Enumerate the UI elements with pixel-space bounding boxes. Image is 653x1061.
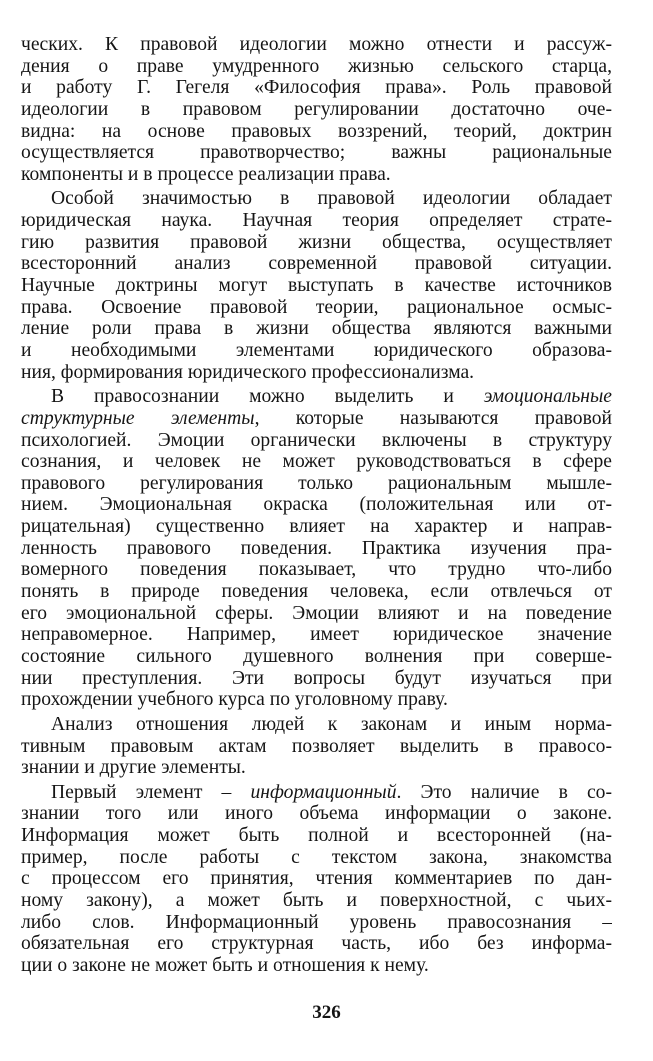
text-line: Анализ отношения людей к законам и иным норма- [51, 713, 612, 735]
text-line: юридическая наука. Научная теория определяет страте- [21, 210, 612, 232]
text-line: видна: на основе правовых воззрений, теорий, доктрин [21, 120, 612, 142]
paragraph-attitude-analysis [21, 714, 612, 779]
text-line [21, 386, 612, 408]
text-line: нием. Эмоциональная окраска (положительная или от- [21, 494, 612, 516]
text-line: вомерного поведения показывает, что трудно что-либо [21, 559, 612, 581]
text-line: сознания, и человек не может руководствоваться в сфере [21, 451, 612, 473]
text-line: ленность правового поведения. Практика изучения пра- [21, 537, 612, 559]
paragraph-emotional-elements [21, 386, 612, 711]
italic-term: структурные элементы [21, 407, 255, 429]
text-line: дения о праве умудренного жизнью сельского старца, [21, 55, 612, 77]
text-line: рицательная) существенно влияет на характер и направ- [21, 516, 612, 538]
text-line: чеcких. К правовой идеологии можно отнести и рассуж- [21, 34, 612, 55]
italic-term: эмоциональные [483, 386, 612, 408]
text-line: Особой значимостью в правовой идеологии обладает [51, 188, 612, 210]
text-line: ному закону), а может быть и поверхностной, с чьих- [21, 889, 612, 911]
text-run: , которые называются правовой [254, 407, 612, 429]
text-line: компоненты и в процессе реализации права. [21, 163, 391, 185]
text-line: Научные доктрины могут выступать в качестве источников [21, 275, 612, 297]
text-line: ции о законе не может быть и отношения к нему. [21, 954, 429, 976]
page-body [21, 34, 612, 977]
text-line: тивным правовым актам позволяет выделить в правосо- [21, 735, 612, 757]
text-run: . Это наличие в со- [396, 781, 612, 803]
text-line: ление роли права в жизни общества являются важными [21, 318, 612, 340]
text-line: ния, формирования юридического профессионализма. [21, 361, 475, 383]
text-line: либо слов. Информационный уровень правосознания – [21, 911, 612, 933]
text-line: обязательная его структурная часть, ибо без информа- [21, 933, 612, 955]
text-line: идеологии в правовом регулировании достаточно оче- [21, 98, 612, 120]
text-line: психологией. Эмоции органически включены в структуру [21, 429, 612, 451]
text-line [21, 782, 612, 804]
text-line: его эмоциональной сферы. Эмоции влияют и на поведение [21, 602, 612, 624]
text-line: и работу Г. Гегеля «Философия права». Роль правовой [21, 77, 612, 99]
text-line: и необходимыми элементами юридического образова- [21, 339, 612, 361]
text-line: осуществляется правотворчество; важны рациональные [21, 142, 612, 164]
text-line: понять в природе поведения человека, если отвлечься от [21, 581, 612, 603]
paragraph-ideology-continuation [21, 34, 612, 185]
text-line: знании того или иного объема информации о законе. [21, 803, 612, 825]
paragraph-legal-science [21, 188, 612, 383]
page-number: 326 [312, 1002, 341, 1023]
text-line: гию развития правовой жизни общества, осуществляет [21, 231, 612, 253]
text-line: с процессом его принятия, чтения комментариев по дан- [21, 868, 612, 890]
text-line [21, 408, 612, 430]
text-line: Информация может быть полной и всесторонней (на- [21, 825, 612, 847]
text-line: знании и другие элементы. [21, 757, 246, 779]
text-line: пример, после работы с текстом закона, знакомства [21, 846, 612, 868]
text-line: всесторонний анализ современной правовой ситуации. [21, 253, 612, 275]
text-line: состояние сильного душевного волнения при соверше- [21, 645, 612, 667]
text-line: правового регулирования только рациональным мышле- [21, 472, 612, 494]
text-line: права. Освоение правовой теории, рациональное осмыс- [21, 296, 612, 318]
text-line: неправомерное. Например, имеет юридическое значение [21, 624, 612, 646]
italic-term: информационный [250, 781, 397, 803]
text-line: нии преступления. Эти вопросы будут изучаться при [21, 667, 612, 689]
paragraph-information-element [21, 782, 612, 977]
text-run: В правосознании можно выделить и [51, 386, 484, 408]
text-line: прохождении учебного курса по уголовному праву. [21, 689, 448, 711]
text-run: Первый элемент – [51, 781, 251, 803]
